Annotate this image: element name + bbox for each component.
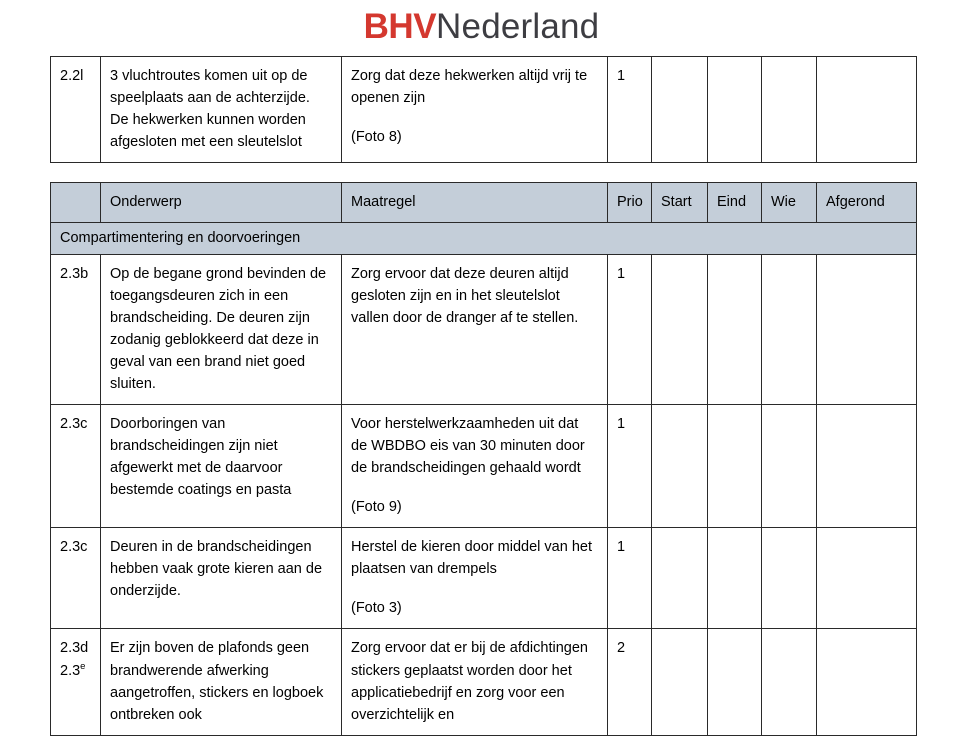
row-maatregel: [342, 629, 608, 735]
row-eind[interactable]: [708, 57, 762, 163]
table-header-row: [51, 183, 917, 223]
onderwerp-paragraph: Deuren in de brandscheidingen hebben vaak grote kieren aan de onderzijde.: [110, 539, 323, 600]
header-maatregel: Maatregel: [342, 183, 608, 223]
row-start[interactable]: [652, 405, 708, 528]
row-prio: 1: [608, 255, 652, 405]
header-prio: Prio: [608, 183, 652, 223]
maatregel-paragraph: Zorg ervoor dat deze deuren altijd gesloten zijn en in het sleutelslot vallen door de dranger af te stellen.: [351, 266, 579, 327]
row-code: [51, 629, 101, 735]
row-prio: 1: [608, 57, 652, 163]
row-afgerond[interactable]: [817, 629, 917, 735]
row-start[interactable]: [652, 57, 708, 163]
row-onderwerp: [101, 629, 342, 735]
onderwerp-paragraph: 3 vluchtroutes komen uit op de speelplaats aan de achterzijde. De hekwerken kunnen worden afgesloten met een sleutelslot: [110, 68, 310, 151]
action-plan-table: [50, 182, 917, 736]
row-onderwerp: [101, 405, 342, 528]
maatregel-paragraph: Zorg ervoor dat er bij de afdichtingen stickers geplaatst worden door het applicatiebedrijf en zorg voor een overzichtelijk en: [351, 640, 588, 723]
table-row: [51, 405, 917, 528]
row-onderwerp: [101, 255, 342, 405]
row-code: 2.2l: [51, 57, 101, 163]
maatregel-photo-ref: (Foto 8): [351, 129, 402, 146]
continuation-table-wrapper: [50, 56, 916, 163]
logo-text: [363, 6, 600, 46]
row-prio: 1: [608, 528, 652, 629]
table-row: [51, 57, 917, 163]
row-code: 2.3b: [51, 255, 101, 405]
row-prio: 2: [608, 629, 652, 735]
row-code-line1: 2.3d: [60, 640, 89, 657]
header-onderwerp: Onderwerp: [101, 183, 342, 223]
row-code: 2.3c: [51, 405, 101, 528]
row-eind[interactable]: [708, 629, 762, 735]
maatregel-photo-ref: (Foto 9): [351, 499, 402, 516]
onderwerp-paragraph: Doorboringen van brandscheidingen zijn niet afgewerkt met de daarvoor bestemde coatings en pasta: [110, 416, 292, 499]
row-afgerond[interactable]: [817, 255, 917, 405]
row-afgerond[interactable]: [817, 57, 917, 163]
row-prio: 1: [608, 405, 652, 528]
maatregel-paragraph: Voor herstelwerkzaamheden uit dat de WBDBO eis van 30 minuten door de brandscheidingen gehaald wordt: [351, 416, 585, 477]
row-afgerond[interactable]: [817, 405, 917, 528]
row-eind[interactable]: [708, 405, 762, 528]
row-onderwerp: [101, 528, 342, 629]
header-afgerond: Afgerond: [817, 183, 917, 223]
row-maatregel: [342, 405, 608, 528]
continuation-table: [50, 56, 917, 163]
action-plan-table-wrapper: [50, 182, 916, 736]
row-onderwerp: [101, 57, 342, 163]
onderwerp-paragraph: Er zijn boven de plafonds geen brandwerende afwerking aangetroffen, stickers en logboek ontbreken ook: [110, 640, 324, 723]
row-eind[interactable]: [708, 255, 762, 405]
row-code-superscript: e: [80, 660, 86, 672]
maatregel-paragraph: Zorg dat deze hekwerken altijd vrij te openen zijn: [351, 68, 588, 107]
row-maatregel: [342, 528, 608, 629]
logo-secondary-text: Nederland: [436, 6, 600, 46]
row-wie[interactable]: [762, 255, 817, 405]
row-wie[interactable]: [762, 405, 817, 528]
row-wie[interactable]: [762, 528, 817, 629]
maatregel-paragraph: Herstel de kieren door middel van het plaatsen van drempels: [351, 539, 592, 578]
row-code: 2.3c: [51, 528, 101, 629]
row-start[interactable]: [652, 528, 708, 629]
section-header-row: [51, 223, 917, 255]
table-row: [51, 629, 917, 735]
row-code-line2: 2.3: [60, 662, 81, 679]
header-eind: Eind: [708, 183, 762, 223]
row-afgerond[interactable]: [817, 528, 917, 629]
section-title: Compartimentering en doorvoeringen: [51, 223, 917, 255]
row-maatregel: [342, 57, 608, 163]
row-wie[interactable]: [762, 57, 817, 163]
row-start[interactable]: [652, 255, 708, 405]
header-start: Start: [652, 183, 708, 223]
maatregel-photo-ref: (Foto 3): [351, 600, 402, 617]
row-start[interactable]: [652, 629, 708, 735]
header-wie: Wie: [762, 183, 817, 223]
row-maatregel: [342, 255, 608, 405]
table-row: [51, 528, 917, 629]
brand-logo: [0, 0, 963, 52]
row-wie[interactable]: [762, 629, 817, 735]
row-eind[interactable]: [708, 528, 762, 629]
onderwerp-paragraph: Op de begane grond bevinden de toegangsdeuren zich in een brandscheiding. De deuren zijn zodanig geblokkeerd dat deze in geval van een brand niet goed sluiten.: [110, 266, 327, 393]
header-code: [51, 183, 101, 223]
logo-primary-text: BHV: [363, 6, 437, 46]
table-row: [51, 255, 917, 405]
